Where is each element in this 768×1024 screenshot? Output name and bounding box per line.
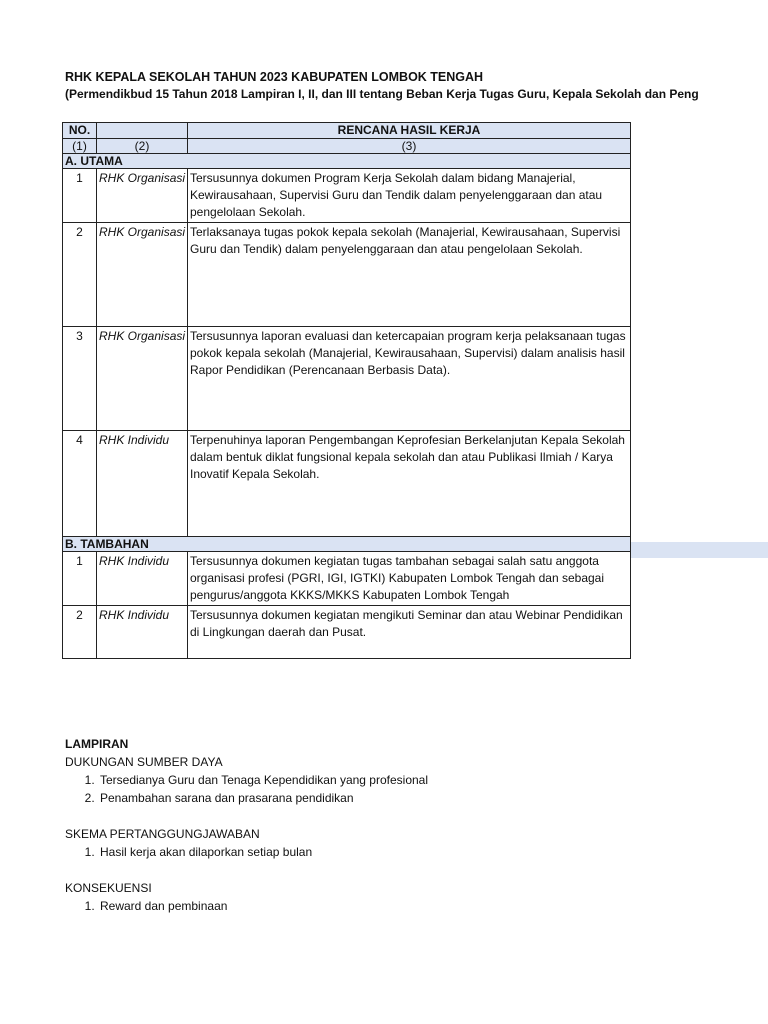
section-band-extension [630, 542, 768, 558]
lampiran-section [65, 735, 665, 915]
row-no: 2 [63, 606, 97, 659]
col-no-number: (1) [63, 139, 97, 154]
table-header-row [63, 123, 631, 139]
row-text: Tersusunnya dokumen Program Kerja Sekolah dalam bidang Manajerial, Kewirausahaan, Supervisi Guru dan Tendik dalam penyelenggaraan dan atau pengelolaan Sekolah. [188, 169, 631, 223]
row-text: Terpenuhinya laporan Pengembangan Keprofesian Berkelanjutan Kepala Sekolah dalam bentuk diklat fungsional kepala sekolah dan atau Publikasi Ilmiah / Karya Inovatif Kepala Sekolah. [188, 431, 631, 537]
section-tambahan-label: B. TAMBAHAN [63, 537, 631, 552]
document-title: RHK KEPALA SEKOLAH TAHUN 2023 KABUPATEN LOMBOK TENGAH [65, 70, 484, 84]
row-text: Tersusunnya dokumen kegiatan tugas tambahan sebagai salah satu anggota organisasi profesi (PGRI, IGI, IGTKI) Kabupaten Lombok Tengah dan sebagai pengurus/anggota KKKS/MKKS Kabupaten Lombok Tengah [188, 552, 631, 606]
konsekuensi-title: KONSEKUENSI [65, 881, 152, 895]
skema-list [65, 843, 665, 861]
row-no: 2 [63, 223, 97, 327]
row-text: Terlaksanaya tugas pokok kepala sekolah (Manajerial, Kewirausahaan, Supervisi Guru dan Tendik) dalam penyelenggaraan dan atau pengelolaan Sekolah. [188, 223, 631, 327]
col-rhk-header: RENCANA HASIL KERJA [188, 123, 631, 139]
konsekuensi-list [65, 897, 665, 915]
list-item: 1. Reward dan pembinaan [98, 897, 665, 915]
col-rhk-number: (3) [188, 139, 631, 154]
lampiran-title: LAMPIRAN [65, 737, 129, 751]
row-jenis: RHK Organisasi [97, 223, 188, 327]
table-row [63, 552, 631, 606]
document-subtitle: (Permendikbud 15 Tahun 2018 Lampiran I, II, dan III tentang Beban Kerja Tugas Guru, Kepala Sekolah dan Peng [65, 87, 699, 101]
row-no: 1 [63, 552, 97, 606]
table-number-row [63, 139, 631, 154]
row-no: 4 [63, 431, 97, 537]
row-jenis: RHK Individu [97, 431, 188, 537]
list-item: 1. Hasil kerja akan dilaporkan setiap bulan [98, 843, 665, 861]
row-no: 1 [63, 169, 97, 223]
row-jenis: RHK Individu [97, 606, 188, 659]
row-jenis: RHK Organisasi [97, 169, 188, 223]
dukungan-list [65, 771, 665, 807]
table-row [63, 169, 631, 223]
table-row [63, 431, 631, 537]
section-utama-label: A. UTAMA [63, 154, 631, 169]
table-row [63, 327, 631, 431]
rhk-table [62, 122, 631, 659]
row-jenis: RHK Individu [97, 552, 188, 606]
dukungan-title: DUKUNGAN SUMBER DAYA [65, 755, 223, 769]
skema-title: SKEMA PERTANGGUNGJAWABAN [65, 827, 260, 841]
row-jenis: RHK Organisasi [97, 327, 188, 431]
list-item: 2. Penambahan sarana dan prasarana pendidikan [98, 789, 665, 807]
col-jenis-number: (2) [97, 139, 188, 154]
table-row [63, 223, 631, 327]
section-tambahan-row [63, 537, 631, 552]
list-item: 1. Tersedianya Guru dan Tenaga Kependidikan yang profesional [98, 771, 665, 789]
col-jenis-header [97, 123, 188, 139]
table-row [63, 606, 631, 659]
col-no-header: NO. [63, 123, 97, 139]
row-text: Tersusunnya dokumen kegiatan mengikuti Seminar dan atau Webinar Pendidikan di Lingkungan daerah dan Pusat. [188, 606, 631, 659]
row-no: 3 [63, 327, 97, 431]
row-text: Tersusunnya laporan evaluasi dan ketercapaian program kerja pelaksanaan tugas pokok kepala sekolah (Manajerial, Kewirausahaan, Supervisi) dalam analisis hasil Rapor Pendidikan (Perencanaan Berbasis Data). [188, 327, 631, 431]
section-utama-row [63, 154, 631, 169]
